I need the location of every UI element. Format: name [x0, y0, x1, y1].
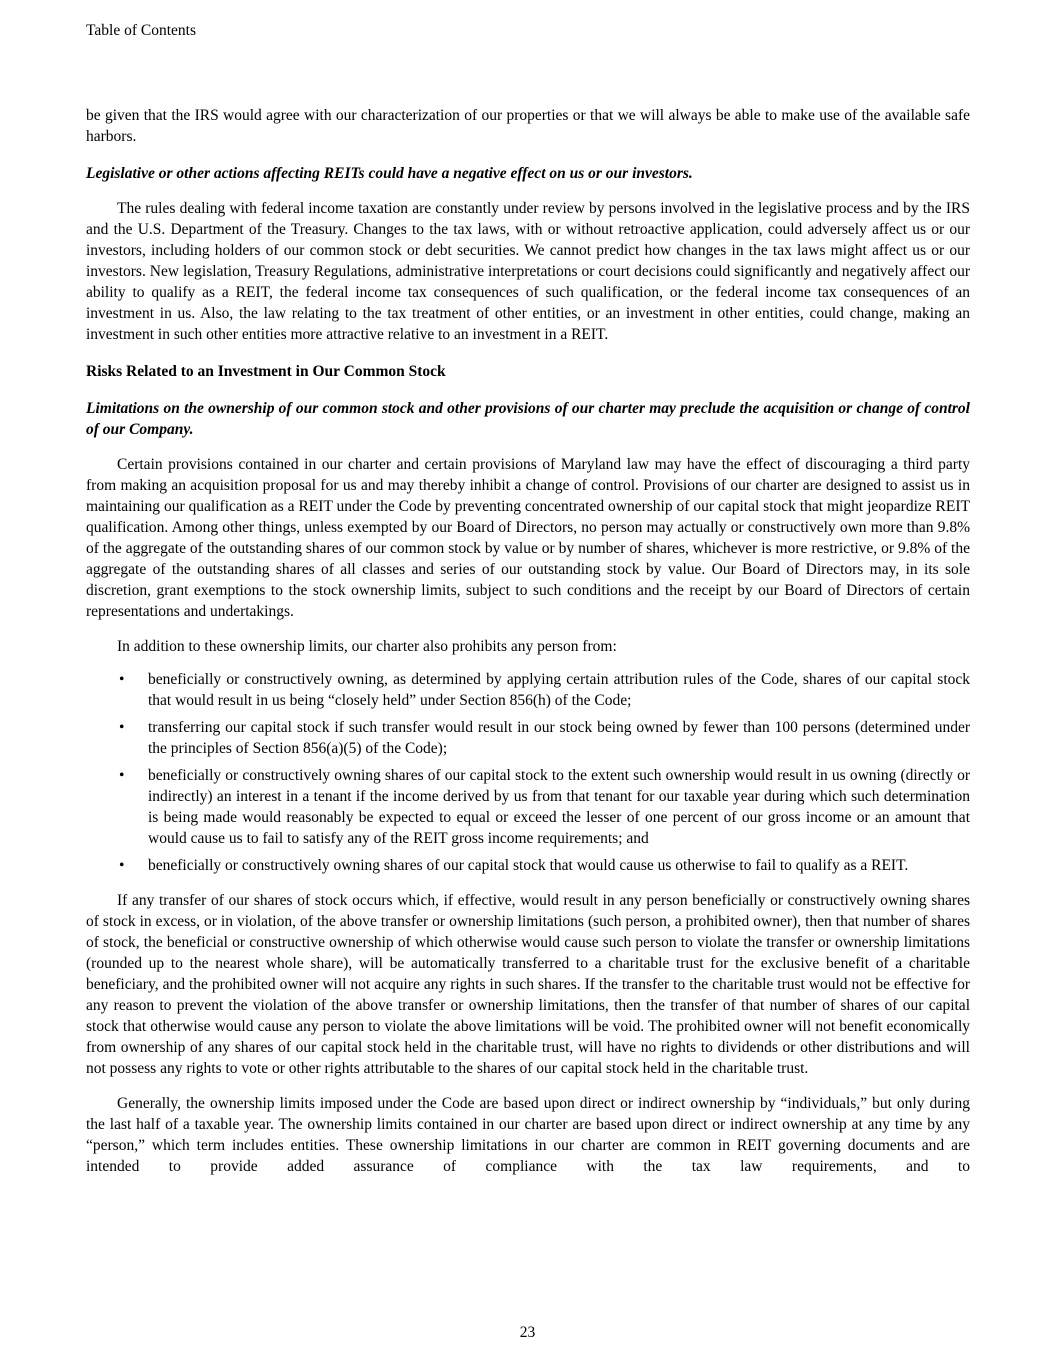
bullet-icon: • [119, 857, 125, 874]
paragraph-transfer-violation: If any transfer of our shares of stock occurs which, if effective, would result in any person beneficially or constructively owning shares of stock in excess, or in violation, of the above transfer or ownership limitations (such person, a prohibited owner), then that number of shares of stock, the beneficial or constructive ownership of which otherwise would cause such person to violate the transfer or ownership limitations (rounded up to the nearest whole share), will be automatically transferred to a charitable trust for the exclusive benefit of a charitable beneficiary, and the prohibited owner will not acquire any rights in such shares. If the transfer to the charitable trust would not be effective for any reason to prevent the violation of the above transfer or ownership limitations, then the transfer of that number of shares of our capital stock that otherwise would cause any person to violate the above limitations will be void. The prohibited owner will not benefit economically from ownership of any shares of our capital stock held in the charitable trust, will have no rights to dividends or other distributions and will not possess any rights to vote or other rights attributable to the shares of our capital stock held in the charitable trust. [86, 892, 970, 1077]
paragraph-charter-provisions: Certain provisions contained in our charter and certain provisions of Maryland law may have the effect of discouraging a third party from making an acquisition proposal for us and may thereby inhibit a change of control. Provisions of our charter are designed to assist us in maintaining our qualification as a REIT under the Code by preventing concentrated ownership of our capital stock that might jeopardize REIT qualification. Among other things, unless exempted by our Board of Directors, no person may actually or constructively own more than 9.8% of the aggregate of the outstanding shares of our common stock by value or by number of shares, whichever is more restrictive, or 9.8% of the aggregate of the outstanding shares of all classes and series of our outstanding stock by value. Our Board of Directors may, in its sole discretion, grant exemptions to the stock ownership limits, subject to such conditions and the receipt by our Board of Directors of certain representations and undertakings. [86, 456, 970, 620]
paragraph-safe-harbors-continuation: be given that the IRS would agree with our characterization of our properties or that we will always be able to make use of the available safe harbors. [86, 107, 970, 145]
list-item-text: beneficially or constructively owning shares of our capital stock that would cause us otherwise to fail to qualify as a REIT. [148, 857, 909, 874]
list-item [86, 717, 970, 759]
page-content [86, 105, 970, 1177]
table-of-contents-link[interactable]: Table of Contents [86, 22, 196, 39]
bullet-icon: • [119, 719, 125, 736]
list-item [86, 765, 970, 849]
ownership-prohibitions-list [86, 669, 970, 876]
list-item-text: beneficially or constructively owning shares of our capital stock to the extent such ownership would result in us owning (directly or indirectly) an interest in a tenant if the income derived by us from that tenant for our taxable year during which such determination is being made would reasonably be expected to equal or exceed the lesser of one percent of our gross income or an amount that would cause us to fail to satisfy any of the REIT gross income requirements; and [148, 767, 970, 847]
heading-legislative-actions: Legislative or other actions affecting REITs could have a negative effect on us or our investors. [86, 165, 693, 182]
paragraph-prohibits-intro: In addition to these ownership limits, our charter also prohibits any person from: [117, 638, 617, 655]
heading-ownership-limitations: Limitations on the ownership of our common stock and other provisions of our charter may preclude the acquisition or change of control of our Company. [86, 400, 970, 438]
heading-risks-common-stock: Risks Related to an Investment in Our Common Stock [86, 363, 446, 380]
paragraph-federal-tax-rules: The rules dealing with federal income taxation are constantly under review by persons involved in the legislative process and by the IRS and the U.S. Department of the Treasury. Changes to the tax laws, with or without retroactive application, could adversely affect us or our investors, including holders of our common stock or debt securities. We cannot predict how changes in the tax laws might affect us or our investors. New legislation, Treasury Regulations, administrative interpretations or court decisions could significantly and negatively affect our ability to qualify as a REIT, the federal income tax consequences of such qualification, or the federal income tax consequences of an investment in us. Also, the law relating to the tax treatment of other entities, or an investment in other entities, could change, making an investment in such other entities more attractive relative to an investment in a REIT. [86, 200, 970, 343]
page-number: 23 [519, 1324, 536, 1341]
list-item [86, 669, 970, 711]
bullet-icon: • [119, 767, 125, 784]
list-item [86, 855, 970, 876]
bullet-icon: • [119, 671, 125, 688]
list-item-text: transferring our capital stock if such transfer would result in our stock being owned by fewer than 100 persons (determined under the principles of Section 856(a)(5) of the Code); [148, 719, 970, 757]
list-item-text: beneficially or constructively owning, as determined by applying certain attribution rules of the Code, shares of our capital stock that would result in us being “closely held” under Section 856(h) of the Code; [148, 671, 970, 709]
paragraph-code-ownership-limits: Generally, the ownership limits imposed under the Code are based upon direct or indirect ownership by “individuals,” but only during the last half of a taxable year. The ownership limits contained in our charter are based upon direct or indirect ownership at any time by any “person,” which term includes entities. These ownership limitations in our charter are common in REIT governing documents and are intended to provide added assurance of compliance with the tax law requirements, and to [86, 1095, 970, 1175]
